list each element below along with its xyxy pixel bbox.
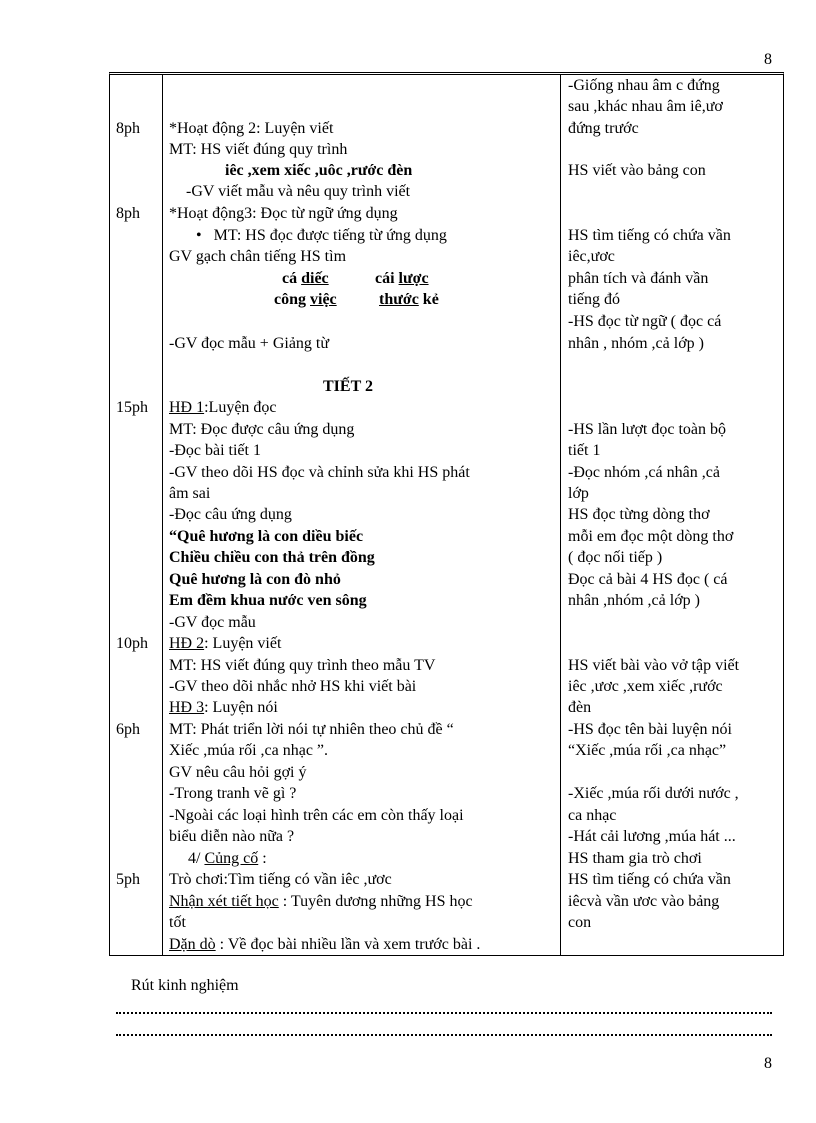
activity-heading: 4/ Củng cố : (188, 850, 267, 867)
activity-heading: HĐ 2: Luyện viết (169, 635, 282, 652)
student-note: -HS đọc tên bài luyện nói (568, 721, 732, 738)
dotted-line (116, 1034, 772, 1036)
teacher-note: -GV đọc mẫu + Giảng từ (169, 335, 330, 352)
teacher-note: Trò chơi:Tìm tiếng có vần iêc ,ươc (169, 871, 392, 888)
student-note: HS tham gia trò chơi (568, 850, 702, 867)
objective-text: MT: HS viết đúng quy trình (169, 141, 348, 158)
teacher-note: -GV viết mẫu và nêu quy trình viết (186, 183, 411, 200)
objective-text: MT: Đọc được câu ứng dụng (169, 421, 355, 438)
student-note: nhân ,nhóm ,cả lớp ) (568, 592, 700, 609)
question-text: -Ngoài các loại hình trên các em còn thấy loại (169, 807, 464, 824)
page-number-bottom: 8 (764, 1055, 772, 1072)
student-note: iêc,ươc (568, 248, 615, 265)
objective-text: MT: Phát triển lời nói tự nhiên theo chủ đề “ (169, 721, 454, 738)
student-note: HS viết vào bảng con (568, 162, 706, 179)
teacher-note: âm sai (169, 485, 211, 502)
time-label: 8ph (116, 120, 140, 137)
time-label: 10ph (116, 635, 148, 652)
objective-text: MT: HS viết đúng quy trình theo mẫu TV (169, 657, 436, 674)
student-note: tiếng đó (568, 291, 620, 308)
poem-line: Chiều chiều con thả trên đồng (169, 549, 375, 566)
student-note: tiết 1 (568, 442, 601, 459)
teacher-note: tốt (169, 914, 186, 931)
poem-line: “Quê hương là con diều biếc (169, 528, 364, 545)
dotted-line (116, 1012, 772, 1014)
student-note: HS tìm tiếng có chứa vần (568, 871, 731, 888)
student-note: đèn (568, 699, 592, 716)
student-note: mỗi em đọc một dòng thơ (568, 528, 734, 545)
teacher-note: Nhận xét tiết học : Tuyên dương những HS học (169, 893, 473, 910)
student-note: iêcvà vần ươc vào bảng (568, 893, 720, 910)
activity-heading: HĐ 1:Luyện đọc (169, 399, 277, 416)
reflection-label: Rút kinh nghiệm (131, 977, 239, 994)
student-note: sau ,khác nhau âm iê,ươ (568, 98, 723, 115)
student-note: -Đọc nhóm ,cá nhân ,cả (568, 464, 720, 481)
activity-heading: *Hoạt động 2: Luyện viết (169, 120, 334, 137)
question-text: biểu diễn nào nữa ? (169, 828, 295, 845)
question-text: -Trong tranh vẽ gì ? (169, 785, 297, 802)
time-label: 15ph (116, 399, 148, 416)
student-note: -Xiếc ,múa rối dưới nước , (568, 785, 739, 802)
teacher-note: -GV theo dõi HS đọc và chỉnh sửa khi HS phát (169, 464, 470, 481)
poem-line: Quê hương là con đò nhỏ (169, 571, 341, 588)
teacher-note: Dặn dò : Về đọc bài nhiều lần và xem trước bài . (169, 936, 481, 953)
student-note: -HS đọc từ ngữ ( đọc cá (568, 313, 722, 330)
student-note: -Hát cải lương ,múa hát ... (568, 828, 736, 845)
activity-heading: *Hoạt động3: Đọc từ ngữ ứng dụng (169, 205, 398, 222)
objective-text: Xiếc ,múa rối ,ca nhạc ”. (169, 742, 329, 759)
student-note: ca nhạc (568, 807, 617, 824)
word-ca-diec: cá diếc (282, 270, 329, 287)
student-note: HS đọc từng dòng thơ (568, 506, 710, 523)
page-number-top: 8 (764, 51, 772, 68)
teacher-note: GV nêu câu hỏi gợi ý (169, 764, 307, 781)
time-label: 6ph (116, 721, 140, 738)
poem-line: Em đềm khua nước ven sông (169, 592, 367, 609)
word-cong-viec: công việc (274, 291, 337, 308)
student-note: phân tích và đánh vần (568, 270, 709, 287)
column-divider-student (560, 75, 561, 955)
teacher-note: -Đọc câu ứng dụng (169, 506, 292, 523)
student-note: iêc ,ươc ,xem xiếc ,rước (568, 678, 723, 695)
section-heading: TIẾT 2 (323, 378, 373, 395)
teacher-note: GV gạch chân tiếng HS tìm (169, 248, 347, 265)
student-note: con (568, 914, 592, 931)
student-note: nhân , nhóm ,cả lớp ) (568, 335, 704, 352)
time-label: 5ph (116, 871, 140, 888)
student-note: Đọc cả bài 4 HS đọc ( cá (568, 571, 728, 588)
teacher-note: -GV đọc mẫu (169, 614, 256, 631)
objective-bullet: • MT: HS đọc được tiếng từ ứng dụng (196, 227, 447, 244)
student-note: HS tìm tiếng có chứa vần (568, 227, 731, 244)
time-label: 8ph (116, 205, 140, 222)
activity-heading: HĐ 3: Luyện nói (169, 699, 278, 716)
teacher-note: -Đọc bài tiết 1 (169, 442, 261, 459)
student-note: -Giống nhau âm c đứng (568, 77, 720, 94)
teacher-note: -GV theo dõi nhắc nhở HS khi viết bài (169, 678, 417, 695)
word-cai-luoc: cái lược (375, 270, 429, 287)
column-divider-time (162, 75, 163, 955)
word-thuoc-ke: thước kẻ (379, 291, 439, 308)
student-note: HS viết bài vào vở tập viết (568, 657, 740, 674)
objective-text: MT: HS đọc được tiếng từ ứng dụng (213, 227, 447, 244)
student-note: lớp (568, 485, 589, 502)
student-note: -HS lần lượt đọc toàn bộ (568, 421, 726, 438)
practice-words: iêc ,xem xiếc ,uôc ,rước đèn (225, 162, 413, 179)
student-note: ( đọc nối tiếp ) (568, 549, 663, 566)
student-note: “Xiếc ,múa rối ,ca nhạc” (568, 742, 727, 759)
student-note: đứng trước (568, 120, 639, 137)
